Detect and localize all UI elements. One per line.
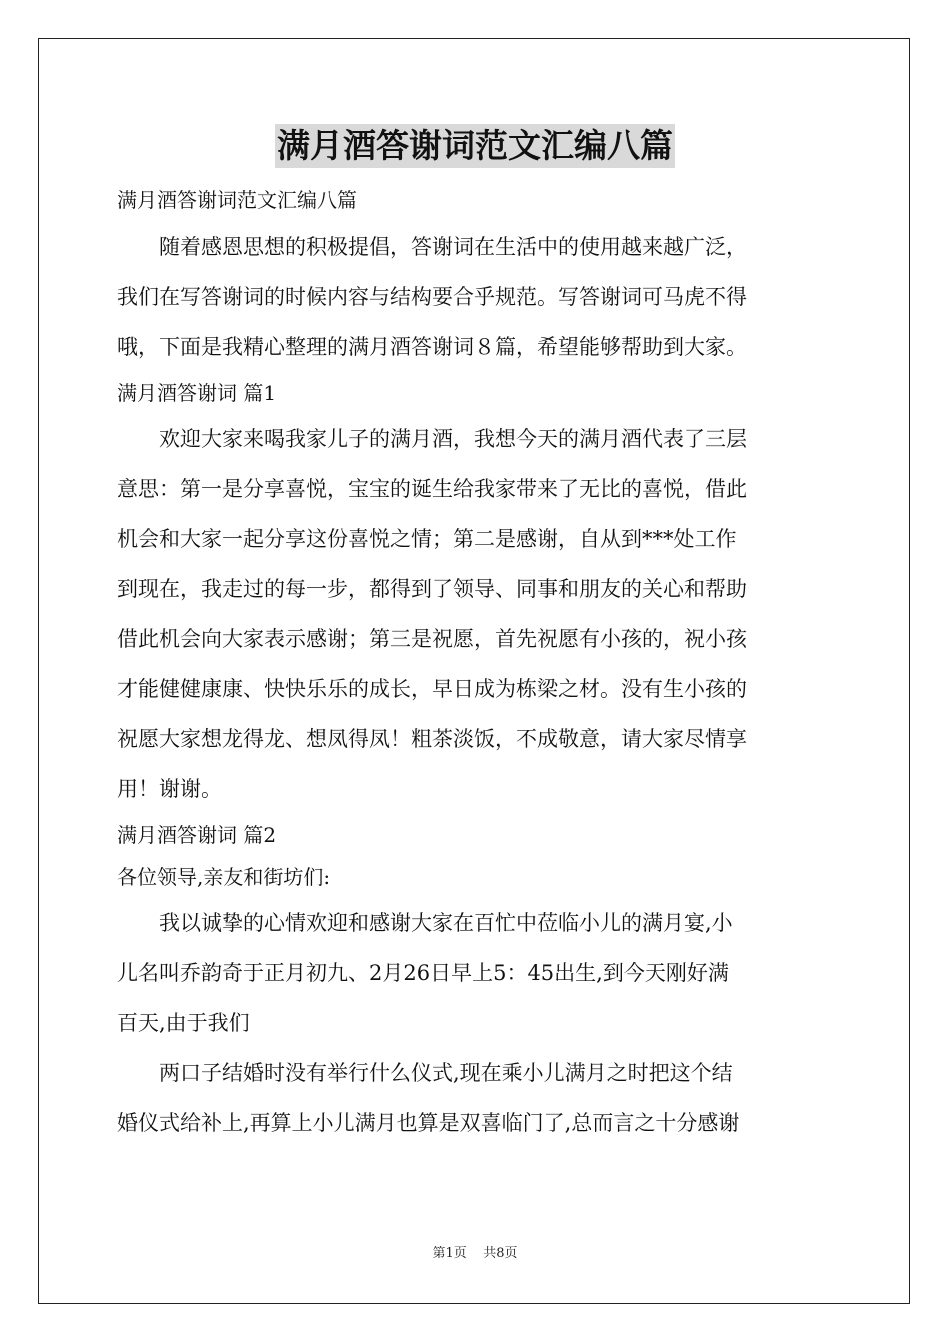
- section2-greeting: 各位领导,亲友和街坊们:: [117, 865, 331, 889]
- section1-line: 用！谢谢。: [117, 777, 222, 801]
- section1-line: 到现在，我走过的每一步，都得到了领导、同事和朋友的关心和帮助: [117, 577, 747, 601]
- title-row: [117, 124, 833, 174]
- document-title: 满月酒答谢词范文汇编八篇: [275, 124, 675, 168]
- section-heading-2: 满月酒答谢词 篇2: [117, 823, 277, 847]
- page-total: 共8页: [483, 1246, 518, 1261]
- page-number: 第1页: [432, 1246, 467, 1261]
- section2-para2-line: 婚仪式给补上,再算上小儿满月也算是双喜临门了,总而言之十分感谢: [117, 1111, 740, 1135]
- section1-line: 意思：第一是分享喜悦，宝宝的诞生给我家带来了无比的喜悦，借此: [117, 477, 747, 501]
- page-footer: [0, 1245, 950, 1263]
- intro-line: 我们在写答谢词的时候内容与结构要合乎规范。写答谢词可马虎不得: [117, 285, 747, 309]
- intro-line: 随着感恩思想的积极提倡，答谢词在生活中的使用越来越广泛，: [159, 235, 747, 259]
- document-subtitle: 满月酒答谢词范文汇编八篇: [117, 188, 357, 212]
- section2-para1-line: 百天,由于我们: [117, 1011, 250, 1035]
- section1-line: 欢迎大家来喝我家儿子的满月酒，我想今天的满月酒代表了三层: [159, 427, 747, 451]
- section1-line: 祝愿大家想龙得龙、想凤得凤！粗茶淡饭，不成敬意，请大家尽情享: [117, 727, 747, 751]
- section1-line: 借此机会向大家表示感谢；第三是祝愿，首先祝愿有小孩的，祝小孩: [117, 627, 747, 651]
- intro-line: 哦，下面是我精心整理的满月酒答谢词８篇，希望能够帮助到大家。: [117, 335, 747, 359]
- section1-line: 机会和大家一起分享这份喜悦之情；第二是感谢，自从到***处工作: [117, 527, 737, 551]
- section2-para1-line: 我以诚挚的心情欢迎和感谢大家在百忙中莅临小儿的满月宴,小: [159, 911, 733, 935]
- section-heading-1: 满月酒答谢词 篇1: [117, 381, 277, 405]
- document-body: [117, 124, 833, 1148]
- section2-para2-line: 两口子结婚时没有举行什么仪式,现在乘小儿满月之时把这个结: [159, 1061, 733, 1085]
- section2-para1-line: 儿名叫乔韵奇于正月初九、2月26日早上5：45出生,到今天刚好满: [117, 961, 729, 985]
- section1-line: 才能健健康康、快快乐乐的成长，早日成为栋梁之材。没有生小孩的: [117, 677, 747, 701]
